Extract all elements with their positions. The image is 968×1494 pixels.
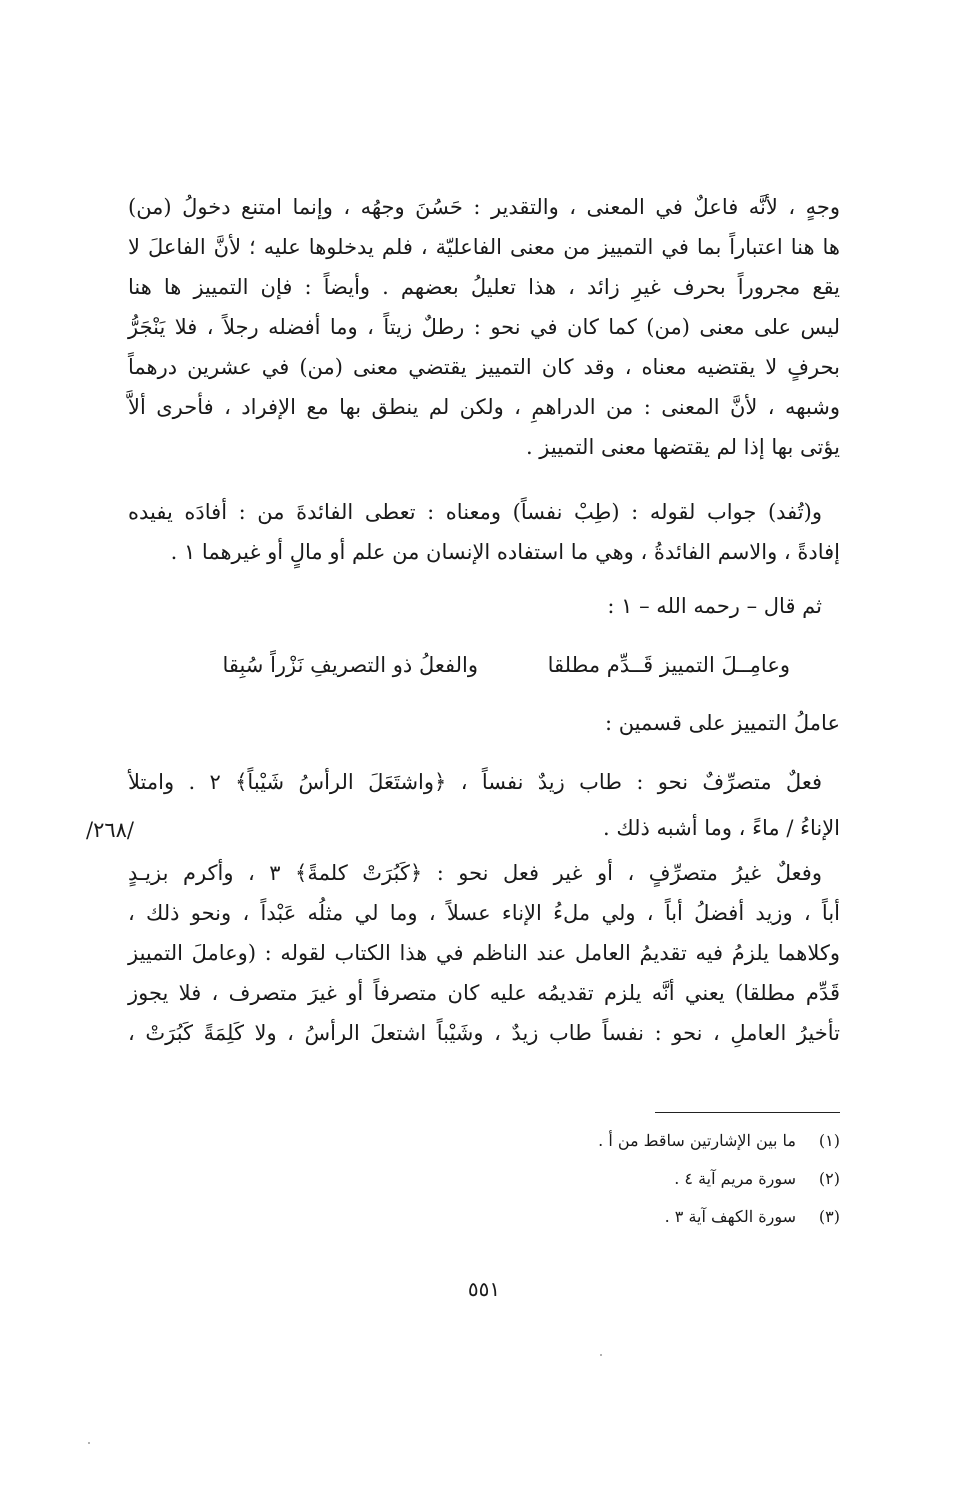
text-line: و(تُفد) جواب لقوله : (طِبْ نفساً) ومعناه : تعطى الفائدةَ من : أفادَه يفيده xyxy=(128,500,822,524)
margin-reference: /٢٦٨/ xyxy=(86,818,134,842)
text-line: إفادةً ، والاسم الفائدةُ ، وهي ما استفاده الإنسان من علم أو مالٍ أو غيرهما ١ . xyxy=(170,540,840,564)
text-line: أباً ، وزيد أفضلُ أباً ، ولي ملءُ الإناء عسلاً ، وما لي مثلُه عَبْداً ، ونحو ذلك ، xyxy=(128,901,840,925)
text-line: عاملُ التمييز على قسمين : xyxy=(604,711,840,735)
verse-second-hemistich: والفعلُ ذو التصريفِ نَزْراً سُبِقا xyxy=(222,653,478,677)
footnote-text: سورة الكهف آية ٣ . xyxy=(664,1207,796,1226)
paragraph-2 xyxy=(128,497,840,577)
scan-speck xyxy=(600,1354,602,1356)
footnote-text: ما بين الإشارتين ساقط من أ . xyxy=(598,1131,796,1150)
footnote-3 xyxy=(665,1206,840,1228)
text-line: قَدِّم مطلقا) يعني أنَّه يلزم تقديمُه عليه كان متصرفاً أو غيرَ متصرف ، فلا يجوز xyxy=(128,981,840,1005)
text-line: ها هنا اعتباراً بما في التمييز من معنى الفاعليّة ، فلم يدخلوها عليه ؛ لأنَّ الفاعلَ لا xyxy=(128,235,840,259)
paragraph-3 xyxy=(128,767,840,847)
text-line: الإناءُ / ماءً ، وما أشبه ذلك . xyxy=(603,816,840,840)
footnote-number: (١) xyxy=(818,1131,840,1150)
footnote-number: (٣) xyxy=(818,1207,840,1226)
text-line: فعلٌ متصرِّفٌ نحو : طاب زيدٌ نفساً ، ﴿واشتَعَلَ الرأسُ شَيْباً﴾ ٢ . وامتلأ xyxy=(128,770,822,794)
footnote-number: (٢) xyxy=(818,1169,840,1188)
footnote-text: سورة مريم آية ٤ . xyxy=(674,1169,796,1188)
text-line: وكلاهما يلزمُ فيه تقديمُ العامل عند الناظم في هذا الكتاب لقوله : (وعاملَ التمييز xyxy=(128,941,840,965)
verse-first-hemistich: وعامِــلَ التمييز قَــدِّم مطلقا xyxy=(547,653,790,677)
text-line: بحرفٍ لا يقتضيه معناه ، وقد كان التمييز يقتضي معنى (من) في عشرين درهماً xyxy=(128,355,840,379)
intro-line xyxy=(128,591,840,621)
scan-speck xyxy=(88,1442,90,1444)
paragraph-1 xyxy=(128,192,840,482)
footnote-1 xyxy=(598,1130,840,1152)
text-line: ليس على معنى (من) كما كان في نحو : رطلٌ زيتاً ، وما أفضله رجلاً ، فلا يَنْجَرُّ xyxy=(128,315,840,339)
text-line: وفعلٌ غيرُ متصرِّفٍ ، أو غير فعل نحو : ﴿كَبُرَتْ كلمةً﴾ ٣ ، وأكرم بزيـدٍ xyxy=(128,861,822,885)
footnote-2 xyxy=(674,1168,840,1190)
text-line: يؤتى بها إذا لم يقتضها معنى التمييز . xyxy=(525,435,840,459)
text-line: وجهٍ ، لأنَّه فاعلٌ في المعنى ، والتقدير : حَسُنَ وجهُه ، وإنما امتنع دخولُ (من) xyxy=(128,195,840,219)
text-line: تأخيرُ العاملِ ، نحو : نفساً طاب زيدٌ ، وشَيْباً اشتعلَ الرأسُ ، ولا كَلِمَةً كَبُرَتْ ، xyxy=(128,1021,840,1045)
section-heading xyxy=(128,708,840,738)
footnote-divider xyxy=(655,1112,840,1113)
paragraph-4 xyxy=(128,858,840,1068)
text-line: ثم قال – رحمه الله – ١ : xyxy=(607,594,822,618)
text-line: وشبهه ، لأنَّ المعنى : من الدراهمِ ، ولكن لم ينطق بها مع الإفراد ، فأحرى ألاَّ xyxy=(128,395,840,419)
text-line: يقع مجروراً بحرف غيرِ زائد ، هذا تعليلُ بعضهم . وأيضاً : فإن التمييز ها هنا xyxy=(128,275,840,299)
page-number: ٥٥١ xyxy=(467,1277,501,1301)
